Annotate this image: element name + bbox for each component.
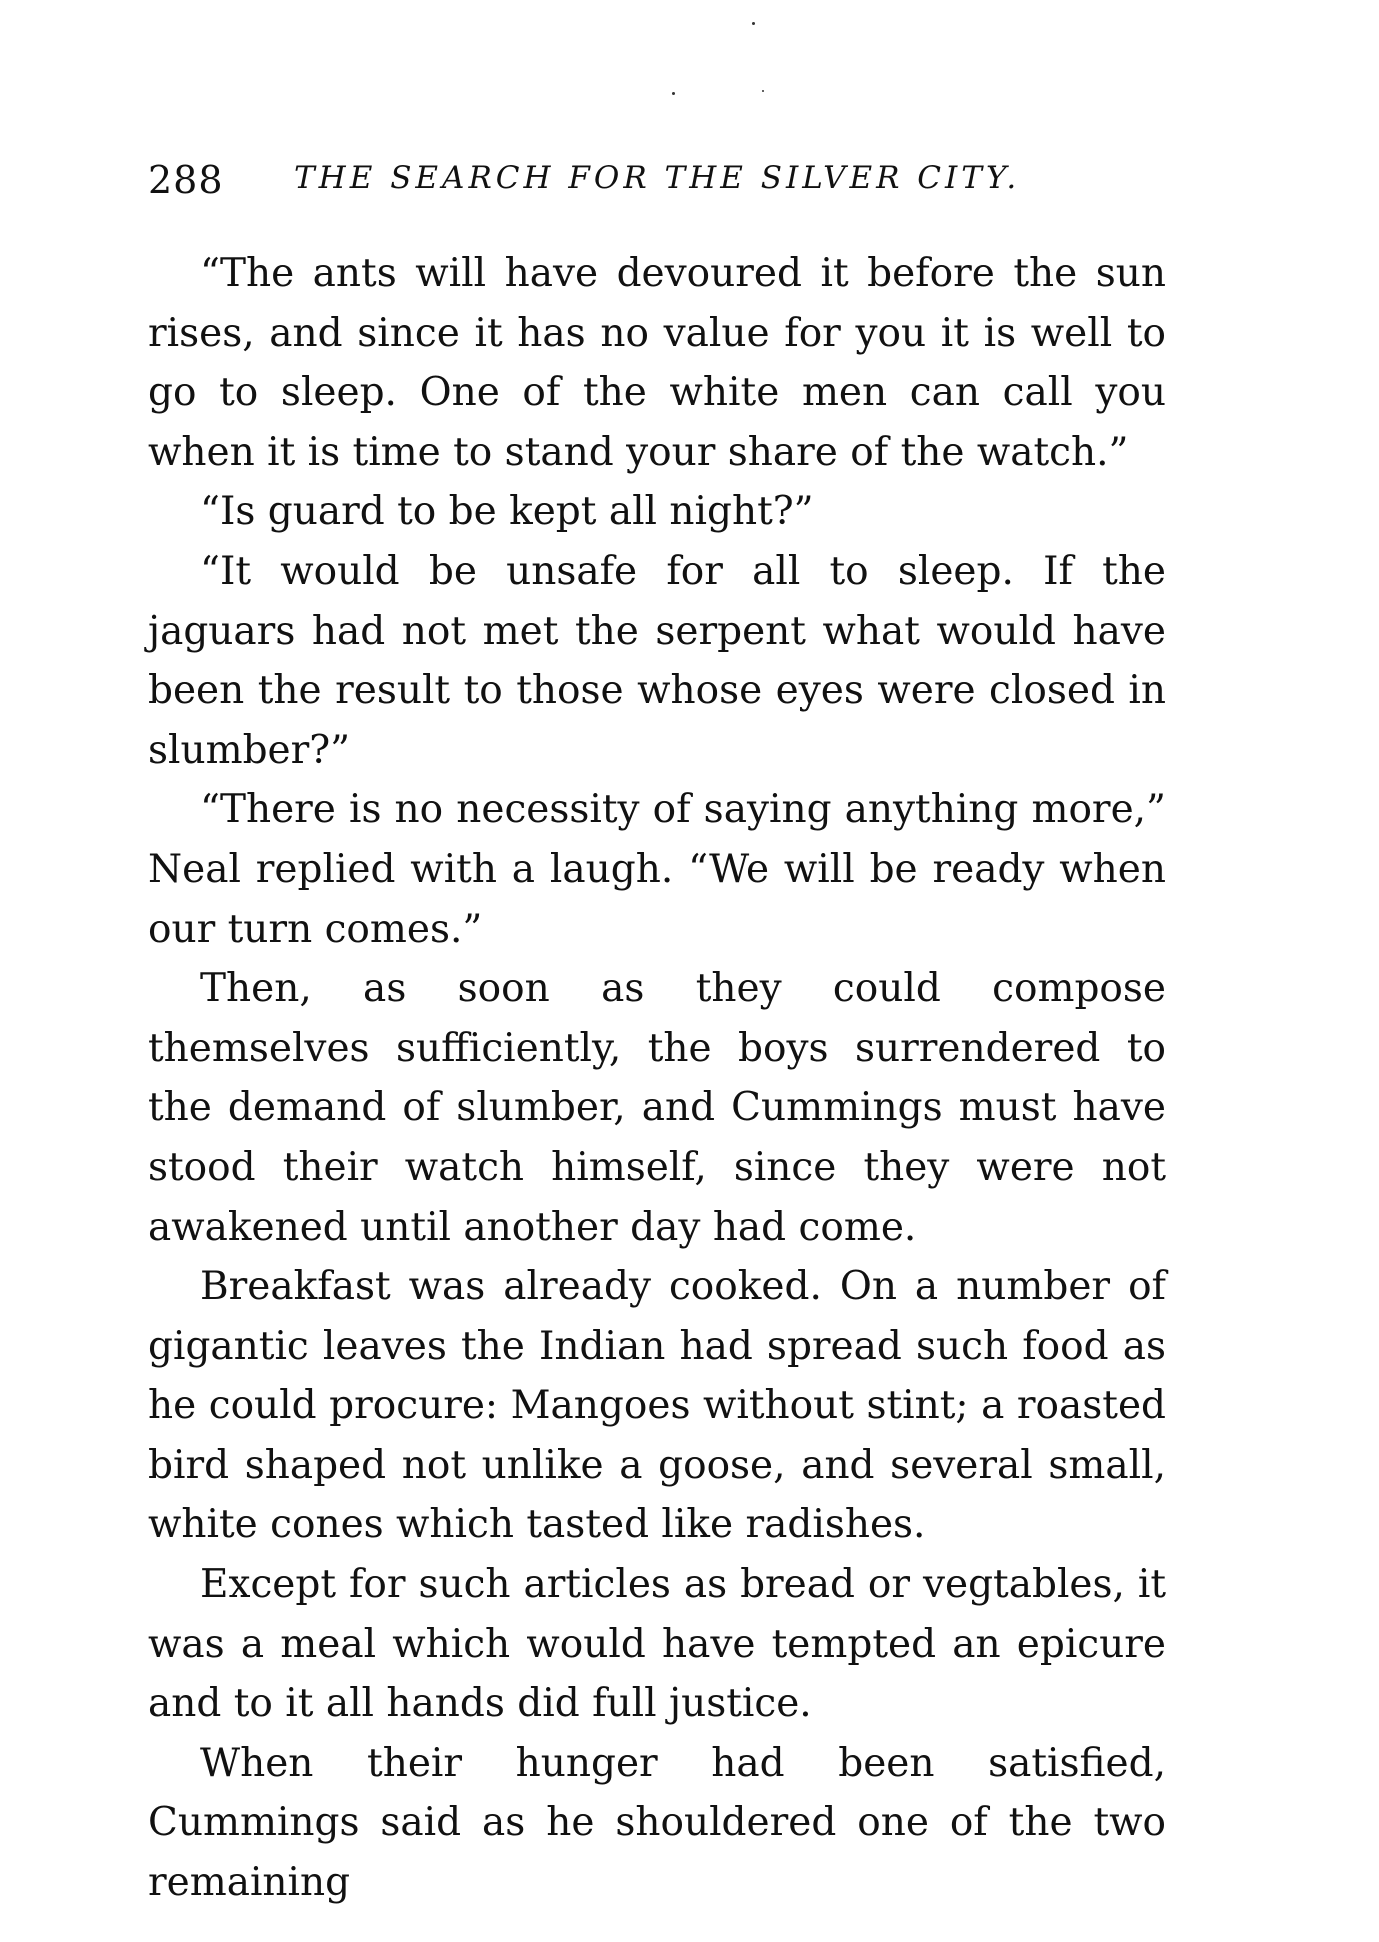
paragraph: “There is no necessity of saying anything more,” Neal replied with a laugh. “We will be ready when our turn comes.” <box>148 787 1166 952</box>
page-number: 288 <box>148 158 224 202</box>
speck-mark <box>752 22 755 25</box>
paragraph: “Is guard to be kept all night?” <box>200 489 814 535</box>
paragraph: Then, as soon as they could compose themselves sufficiently, the boys surrendered to the demand of slumber, and Cummings must have stood their watch himself, since they were not awakened until another day had come. <box>148 966 1166 1250</box>
paragraph: When their hunger had been satisfied, Cummings said as he shouldered one of the two remaining <box>148 1740 1166 1906</box>
paragraph: Breakfast was already cooked. On a number of gigantic leaves the Indian had spread such food as he could procure: Mangoes without stint; a roasted bird shaped not unlike a goose, and several small, white cones which tasted like radishes. <box>148 1264 1166 1548</box>
paragraph: Except for such articles as bread or vegtables, it was a meal which would have tempted an epicure and to it all hands did full justice. <box>148 1562 1166 1727</box>
speck-mark <box>672 92 675 95</box>
speck-mark <box>762 90 764 92</box>
paragraph: “It would be unsafe for all to sleep. If the jaguars had not met the serpent what would have been the result to those whose eyes were closed in slumber?” <box>148 548 1166 773</box>
paragraph: “The ants will have devoured it before the sun rises, and since it has no value for you it is well to go to sleep. One of the white men can call you when it is time to stand your share of the watch.” <box>148 251 1166 475</box>
book-title: THE SEARCH FOR THE SILVER CITY. <box>294 160 1021 196</box>
body-text <box>148 244 1166 1913</box>
running-head <box>148 158 1148 214</box>
